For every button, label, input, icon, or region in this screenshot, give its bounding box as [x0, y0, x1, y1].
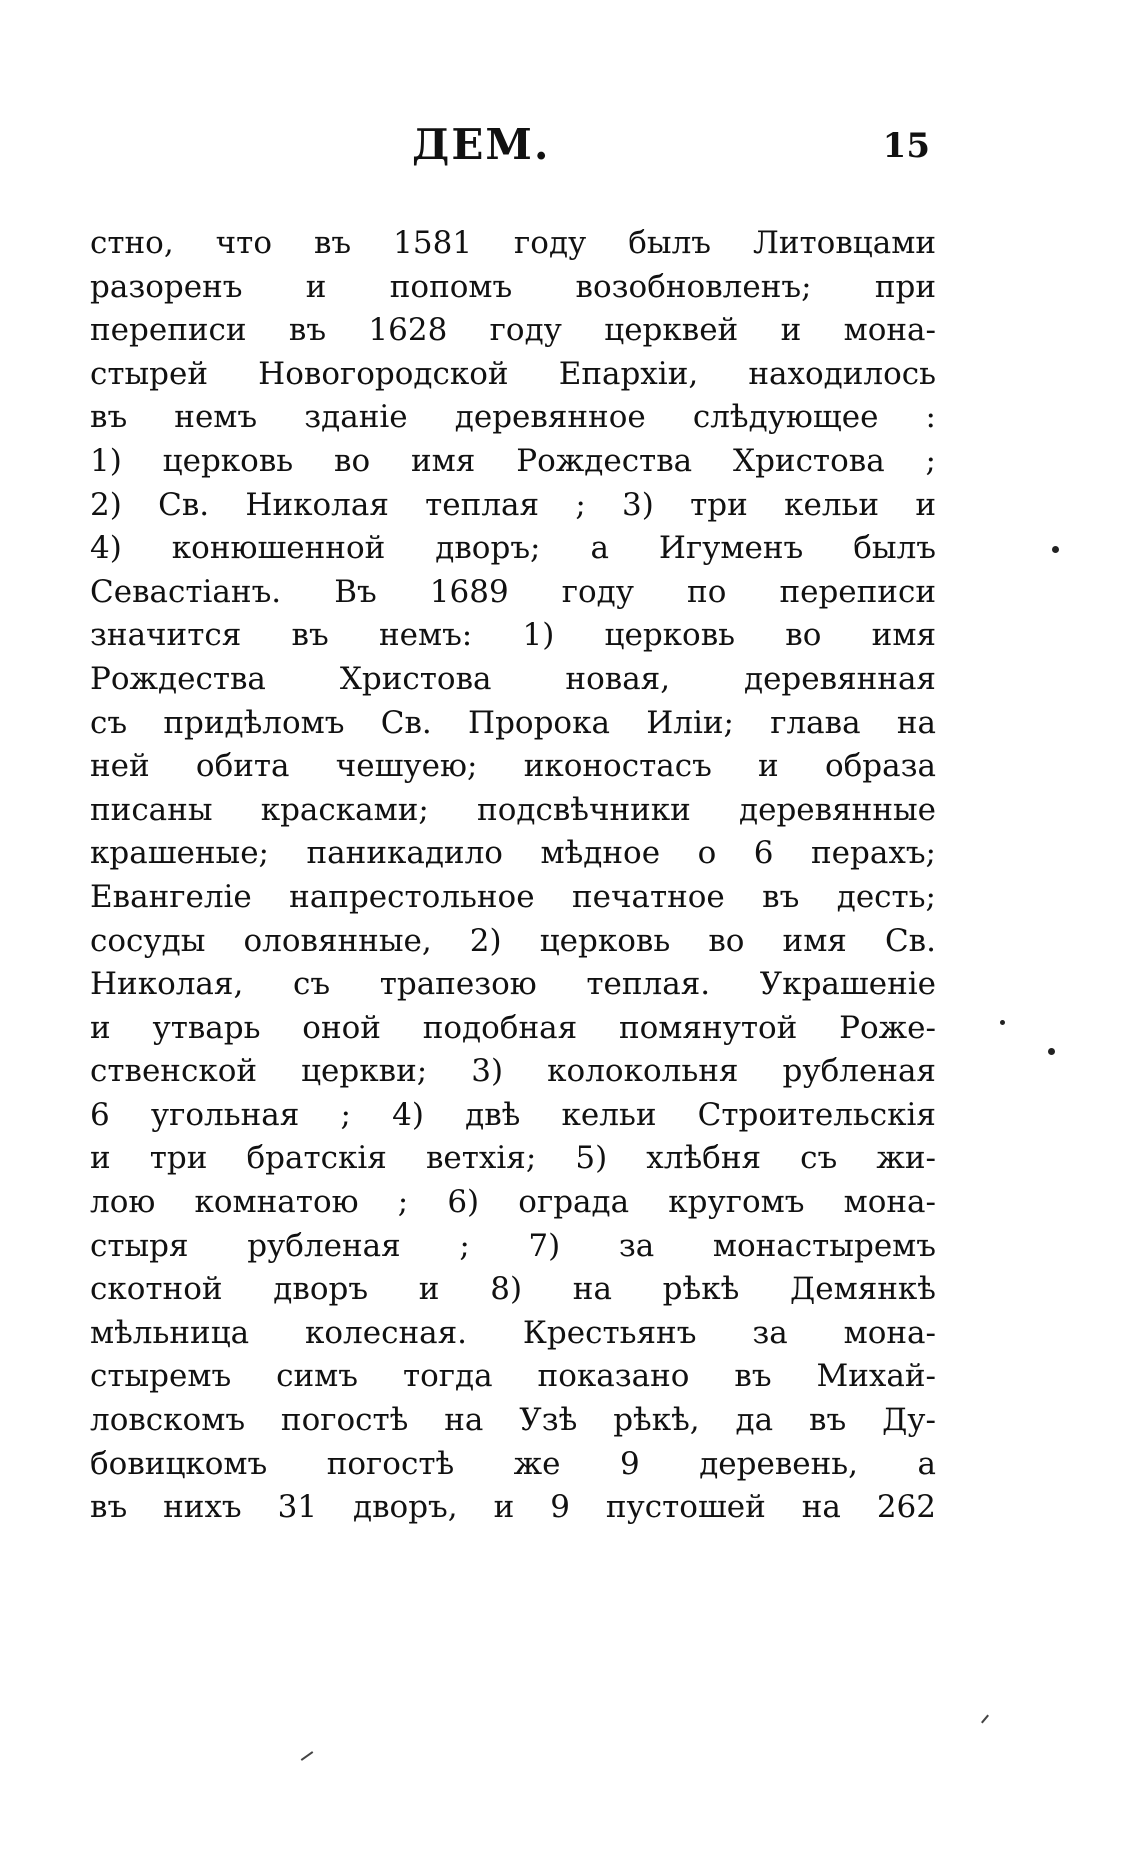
text-line: стырей Новогородской Епархіи, находилось — [90, 355, 936, 392]
text-line: значится въ немъ: 1) церковь во имя — [90, 617, 936, 654]
text-line: разоренъ и попомъ возобновленъ; при — [90, 268, 936, 305]
text-line: Евангеліе напрестольное печатное въ десть; — [90, 878, 936, 915]
text-line: стыремъ симъ тогда показано въ Михай- — [90, 1358, 936, 1395]
text-line: мѣльница колесная. Крестьянъ за мона- — [90, 1314, 936, 1351]
page-number: 15 — [882, 126, 930, 166]
text-line: Николая, съ трапезою теплая. Украшеніе — [90, 966, 936, 1003]
text-line: въ немъ зданіе деревянное слѣдующее : — [90, 399, 936, 436]
text-line: стно, что въ 1581 году былъ Литовцами — [90, 225, 936, 261]
text-line: скотной дворъ и 8) на рѣкѣ Демянкѣ — [90, 1271, 936, 1308]
ink-stroke — [981, 1715, 989, 1724]
text-line: съ придѣломъ Св. Пророка Иліи; глава на — [90, 704, 936, 741]
text-line: стыря рубленая ; 7) за монастыремъ — [90, 1227, 936, 1264]
text-line: крашеные; паникадило мѣдное о 6 перахъ; — [90, 835, 936, 872]
text-line: Севастіанъ. Въ 1689 году по переписи — [90, 573, 936, 610]
ink-speck — [1048, 1048, 1055, 1055]
text-line: 6 угольная ; 4) двѣ кельи Строительскія — [90, 1096, 936, 1133]
running-head: ДЕМ. — [412, 120, 551, 169]
text-line: ственской церкви; 3) колокольня рубленая — [90, 1053, 936, 1090]
ink-stroke — [301, 1751, 314, 1761]
page-header — [90, 120, 930, 180]
text-line: переписи въ 1628 году церквей и мона- — [90, 312, 936, 349]
text-line: 1) церковь во имя Рождества Христова ; — [90, 442, 936, 479]
text-line: ней обита чешуею; иконостасъ и образа — [90, 748, 936, 785]
text-line: сосуды оловянные, 2) церковь во имя Св. — [90, 922, 936, 959]
text-line: и три братскія ветхія; 5) хлѣбня съ жи- — [90, 1140, 936, 1177]
body-text — [90, 222, 936, 1530]
text-line: 4) конюшенной дворъ; а Игуменъ былъ — [90, 530, 936, 567]
text-line: Рождества Христова новая, деревянная — [90, 660, 936, 697]
ink-speck — [1052, 546, 1059, 553]
ink-speck — [1000, 1020, 1005, 1025]
text-line: лою комнатою ; 6) ограда кругомъ мона- — [90, 1184, 936, 1221]
text-line: и утварь оной подобная помянутой Роже- — [90, 1009, 936, 1046]
text-line: въ нихъ 31 дворъ, и 9 пустошей на 262 — [90, 1489, 936, 1526]
text-line: писаны красками; подсвѣчники деревянные — [90, 791, 936, 828]
text-line: ловскомъ погостѣ на Узѣ рѣкѣ, да въ Ду- — [90, 1402, 936, 1439]
text-line: 2) Св. Николая теплая ; 3) три кельи и — [90, 486, 936, 523]
text-line: бовицкомъ погостѣ же 9 деревень, а — [90, 1445, 936, 1482]
